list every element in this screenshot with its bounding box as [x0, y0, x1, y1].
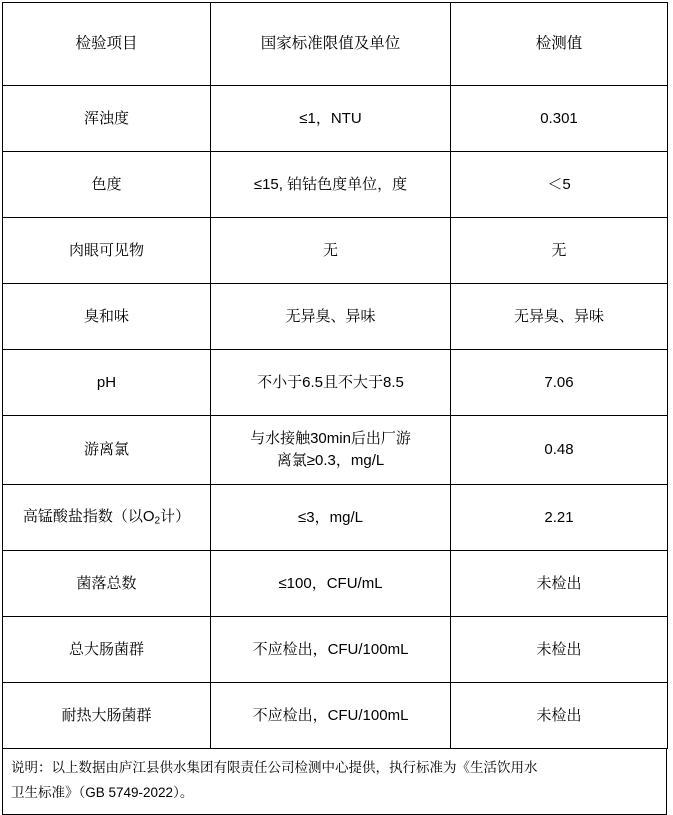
measured-value: 0.301 [451, 86, 668, 152]
item-name-suffix: 计） [160, 508, 191, 525]
standard-limit-line-2: 离氯≥0.3，mg/L [276, 452, 385, 469]
measured-value: 未检出 [451, 683, 668, 749]
standard-limit-value: 不应检出，CFU/100mL [211, 683, 451, 749]
test-item-name: 菌落总数 [3, 551, 211, 617]
note-line-1: 说明：以上数据由庐江县供水集团有限责任公司检测中心提供，执行标准为《生活饮用水 [11, 760, 538, 775]
table-row [3, 617, 668, 683]
water-quality-report [0, 2, 673, 800]
standard-limit-value: ≤1，NTU [211, 86, 451, 152]
column-header-standard-limit: 国家标准限值及单位 [211, 3, 451, 86]
test-item-name: 总大肠菌群 [3, 617, 211, 683]
standard-limit-value: ≤15, 铂钴色度单位，度 [211, 152, 451, 218]
table-header-row [3, 3, 668, 86]
measured-value: 未检出 [451, 551, 668, 617]
table-row [3, 551, 668, 617]
table-row [3, 86, 668, 152]
measured-value: 2.21 [451, 485, 668, 551]
standard-limit-value: ≤3，mg/L [211, 485, 451, 551]
measured-value: 无 [451, 218, 668, 284]
standard-limit-value: 无异臭、异味 [211, 284, 451, 350]
measured-value: 0.48 [451, 416, 668, 485]
measured-value: 未检出 [451, 617, 668, 683]
column-header-measured-value: 检测值 [451, 3, 668, 86]
standard-limit-value: 无 [211, 218, 451, 284]
test-item-name: 浑浊度 [3, 86, 211, 152]
test-item-name [3, 485, 211, 551]
test-item-name: 肉眼可见物 [3, 218, 211, 284]
standard-limit-value: 不小于6.5且不大于8.5 [211, 350, 451, 416]
column-header-item: 检验项目 [3, 3, 211, 86]
test-item-name: 色度 [3, 152, 211, 218]
standard-limit-line-1: 与水接触30min后出厂游 [250, 429, 411, 447]
test-item-name: 耐热大肠菌群 [3, 683, 211, 749]
table-row [3, 485, 668, 551]
table-row [3, 350, 668, 416]
test-item-name: 臭和味 [3, 284, 211, 350]
standard-limit-value [211, 416, 451, 485]
note-line-2: 卫生标准》（GB 5749-2022）。 [11, 784, 194, 800]
table-row [3, 416, 668, 485]
test-item-name: 游离氯 [3, 416, 211, 485]
test-item-name: pH [3, 350, 211, 416]
table-row [3, 152, 668, 218]
measured-value: 无异臭、异味 [451, 284, 668, 350]
test-results-table [2, 2, 668, 749]
table-row [3, 284, 668, 350]
standard-limit-value: ≤100，CFU/mL [211, 551, 451, 617]
report-note [2, 749, 667, 815]
table-row [3, 683, 668, 749]
measured-value: 7.06 [451, 350, 668, 416]
item-name-subscript: 2 [154, 515, 161, 527]
standard-limit-value: 不应检出，CFU/100mL [211, 617, 451, 683]
item-name-prefix: 高锰酸盐指数（以O [22, 508, 155, 525]
measured-value: ＜5 [451, 152, 668, 218]
table-row [3, 218, 668, 284]
